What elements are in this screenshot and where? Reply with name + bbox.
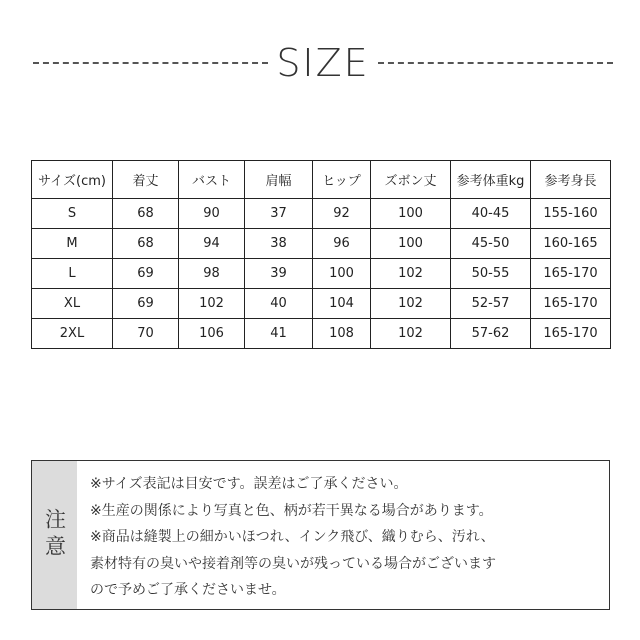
table-row	[32, 289, 611, 319]
table-row	[32, 259, 611, 289]
table-header-row	[32, 161, 611, 199]
table-cell: 69	[113, 259, 179, 289]
table-row	[32, 199, 611, 229]
column-header-bust: バスト	[179, 161, 245, 199]
notice-line: ので予めご了承くださいませ。	[90, 582, 286, 598]
table-cell: 100	[371, 229, 451, 259]
table-cell: 38	[245, 229, 313, 259]
notice-line: ※商品は縫製上の細かいほつれ、インク飛び、織りむら、汚れ、	[90, 529, 495, 545]
table-cell: 40	[245, 289, 313, 319]
table-cell: XL	[32, 289, 113, 319]
notice-line: ※生産の関係により写真と色、柄が若干異なる場合があります。	[90, 502, 493, 519]
table-cell: 165-170	[531, 289, 611, 319]
table-cell: 57-62	[451, 319, 531, 349]
table-cell: 102	[371, 259, 451, 289]
title-row	[0, 38, 640, 88]
table-cell: 39	[245, 259, 313, 289]
size-table	[31, 160, 611, 349]
table-cell: 70	[113, 319, 179, 349]
table-cell: 68	[113, 229, 179, 259]
table-cell: 45-50	[451, 229, 531, 259]
notice-label: 注意	[42, 508, 67, 562]
column-header-size: サイズ(cm)	[32, 161, 113, 199]
table-cell: M	[32, 229, 113, 259]
column-header-shoulder: 肩幅	[245, 161, 313, 199]
notice-box	[31, 460, 610, 610]
notice-label-panel	[32, 461, 77, 609]
table-cell: 90	[179, 199, 245, 229]
table-cell: 50-55	[451, 259, 531, 289]
table-cell: 52-57	[451, 289, 531, 319]
title-divider-left	[33, 62, 268, 64]
column-header-pants-length: ズボン丈	[371, 161, 451, 199]
table-cell: 102	[371, 319, 451, 349]
page-title: SIZE	[276, 41, 370, 85]
table-cell: 98	[179, 259, 245, 289]
table-cell: 165-170	[531, 259, 611, 289]
table-cell: 69	[113, 289, 179, 319]
table-cell: 2XL	[32, 319, 113, 349]
table-cell: 106	[179, 319, 245, 349]
table-cell: 160-165	[531, 229, 611, 259]
table-cell: 102	[179, 289, 245, 319]
table-cell: 41	[245, 319, 313, 349]
table-cell: 96	[313, 229, 371, 259]
column-header-length: 着丈	[113, 161, 179, 199]
table-cell: 94	[179, 229, 245, 259]
table-cell: 68	[113, 199, 179, 229]
notice-line: 素材特有の臭いや接着剤等の臭いが残っている場合がございます	[90, 555, 496, 572]
table-cell: 108	[313, 319, 371, 349]
column-header-hip: ヒップ	[313, 161, 371, 199]
table-cell: 155-160	[531, 199, 611, 229]
table-row	[32, 229, 611, 259]
column-header-height: 参考身長	[531, 161, 611, 199]
table-cell: 165-170	[531, 319, 611, 349]
column-header-weight: 参考体重kg	[451, 161, 531, 199]
table-cell: 102	[371, 289, 451, 319]
table-cell: 100	[371, 199, 451, 229]
table-cell: 92	[313, 199, 371, 229]
table-cell: 100	[313, 259, 371, 289]
notice-text	[90, 471, 599, 604]
table-cell: 40-45	[451, 199, 531, 229]
table-cell: S	[32, 199, 113, 229]
notice-line: ※サイズ表記は目安です。誤差はご了承ください。	[90, 476, 408, 492]
table-row	[32, 319, 611, 349]
table-cell: 104	[313, 289, 371, 319]
table-cell: L	[32, 259, 113, 289]
table-cell: 37	[245, 199, 313, 229]
title-divider-right	[378, 62, 613, 64]
